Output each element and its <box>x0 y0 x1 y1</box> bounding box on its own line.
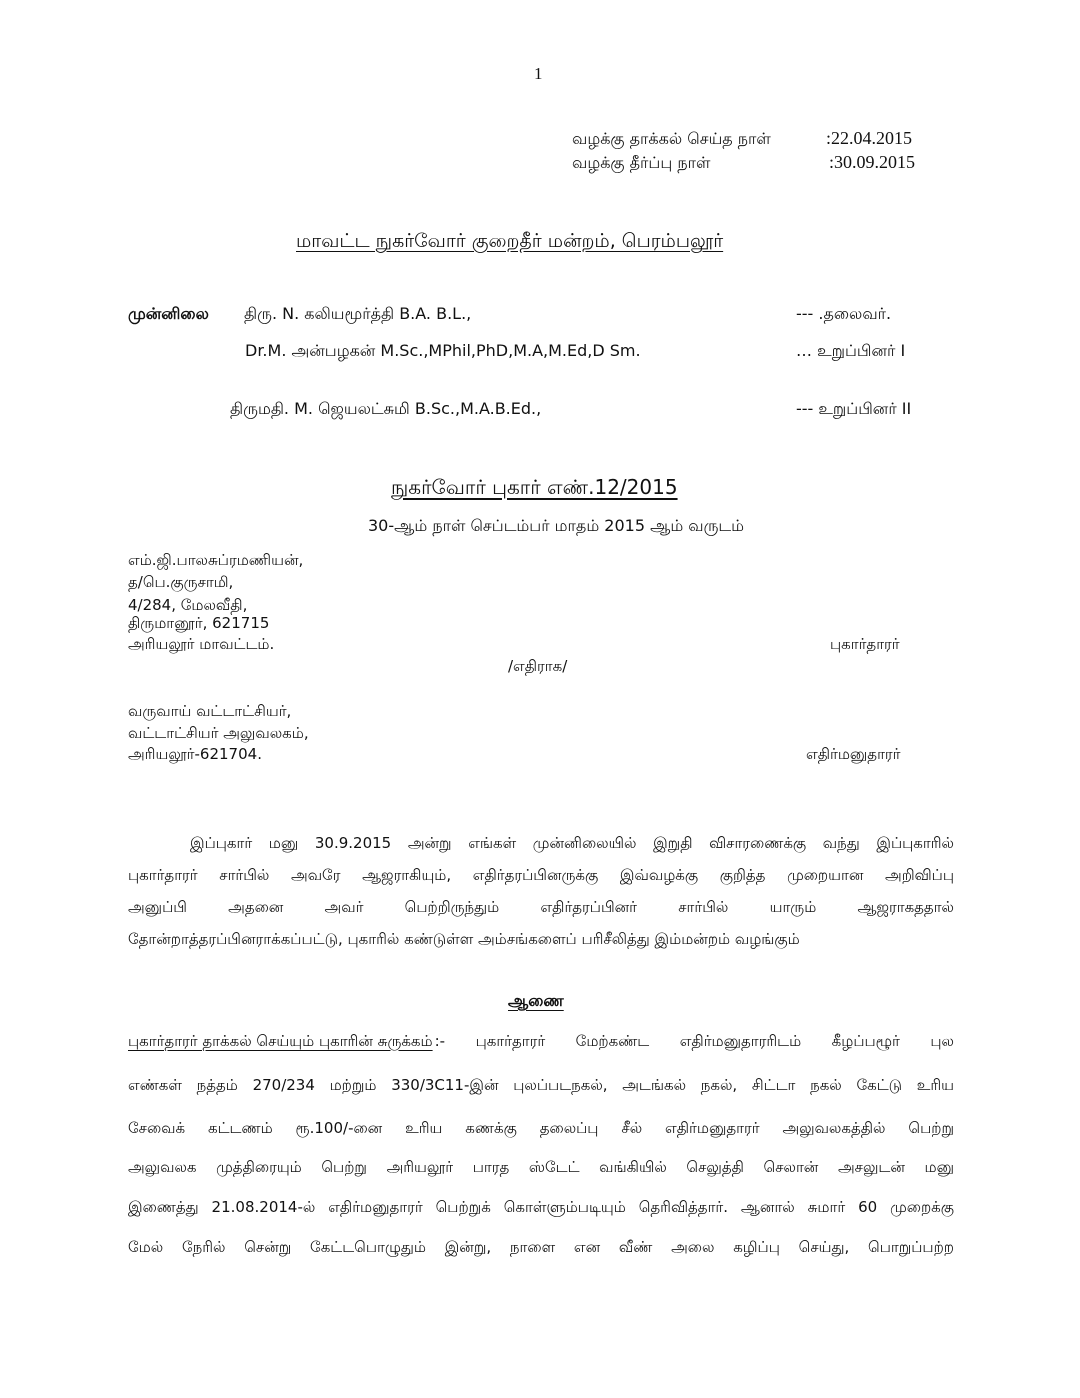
summary-first-line-text: :- புகார்தாரர் மேற்கண்ட எதிர்மனுதாரரிடம் கீழப்பழூர் புல <box>434 1032 954 1050</box>
summary-line: மேல் நேரில் சென்று கேட்டபொழுதும் இன்று, நாளை என வீண் அலை கழிப்பு செய்து, பொறுப்பற்ற <box>128 1238 954 1256</box>
summary-line: எண்கள் நத்தம் 270/234 மற்றும் 330/3C11-இன் புலப்படநகல், அடங்கல் நகல், சிட்டா நகல் கேட்டு உரிய <box>128 1076 954 1094</box>
bench-member-role: … உறுப்பினர் I <box>796 341 906 360</box>
bench-member-role: --- .தலைவர். <box>796 304 892 323</box>
summary-line: அலுவலக முத்திரையும் பெற்று அரியலூர் பாரத ஸ்டேட் வங்கியில் செலுத்தி செலான் அசலுடன் மனு <box>128 1158 954 1176</box>
intro-paragraph-line: தோன்றாத்தரப்பினராக்கப்பட்டு, புகாரில் கண்டுள்ள அம்சங்களைப் பரிசீலித்து இம்மன்றம் வழங்கும் <box>128 930 800 948</box>
complainant-address-line: எம்.ஜி.பாலசுப்ரமணியன், <box>128 551 304 569</box>
page-number: 1 <box>534 64 543 83</box>
bench-label: முன்னிலை <box>128 304 209 323</box>
judgment-date-label: வழக்கு தீர்ப்பு நாள் <box>572 153 711 172</box>
bench-member-role: --- உறுப்பினர் II <box>796 399 912 418</box>
opposite-party-address-line: வட்டாட்சியர் அலுவலகம், <box>128 724 309 742</box>
opposite-party-address-line: அரியலூர்-621704. <box>128 745 262 763</box>
filed-date-label: வழக்கு தாக்கல் செய்த நாள் <box>572 129 771 148</box>
complainant-role: புகார்தாரர் <box>830 635 900 653</box>
intro-paragraph-line: அனுப்பி அதனை அவர் பெற்றிருந்தும் எதிர்தரப்பினர் சார்பில் யாரும் ஆஜராகததால் <box>128 898 954 916</box>
complainant-address-line: த/பெ.குருசாமி, <box>128 573 234 591</box>
opposite-party-address-line: வருவாய் வட்டாட்சியர், <box>128 702 292 720</box>
case-date: 30-ஆம் நாள் செப்டம்பர் மாதம் 2015 ஆம் வருடம் <box>368 516 745 535</box>
bench-member-name: திருமதி. M. ஜெயலட்சுமி B.Sc.,M.A.B.Ed., <box>230 399 542 418</box>
versus-label: /எதிராக/ <box>508 657 568 675</box>
summary-line: சேவைக் கட்டணம் ரூ.100/-னை உரிய கணக்கு தலைப்பு சீல் எதிர்மனுதாரர் அலுவலகத்தில் பெற்று <box>128 1119 954 1137</box>
intro-paragraph-line: இப்புகார் மனு 30.9.2015 அன்று எங்கள் முன்னிலையில் இறுதி விசாரணைக்கு வந்து இப்புகாரில் <box>190 834 954 852</box>
court-title: மாவட்ட நுகர்வோர் குறைதீர் மன்றம், பெரம்பலூர் <box>296 230 724 252</box>
summary-first-line <box>128 1032 954 1052</box>
case-title: நுகர்வோர் புகார் எண்.12/2015 <box>391 475 678 499</box>
opposite-party-role: எதிர்மனுதாரர் <box>806 745 901 763</box>
judgment-date-value: :30.09.2015 <box>829 152 916 172</box>
complainant-address-line: 4/284, மேலவீதி, <box>128 596 248 614</box>
intro-paragraph-line: புகார்தாரர் சார்பில் அவரே ஆஜராகியும், எதிர்தரப்பினருக்கு இவ்வழக்கு குறித்த முறையான அறிவிப்பு <box>128 866 954 884</box>
bench-member-name: திரு. N. கலியமூர்த்தி B.A. B.L., <box>244 304 472 323</box>
bench-member-name: Dr.M. அன்பழகன் M.Sc.,MPhil,PhD,M.A,M.Ed,D Sm. <box>245 341 641 360</box>
order-heading: ஆணை <box>508 991 564 1010</box>
summary-label: புகார்தாரர் தாக்கல் செய்யும் புகாரின் சுருக்கம் <box>128 1032 433 1050</box>
filed-date-value: :22.04.2015 <box>826 128 913 148</box>
summary-line: இணைத்து 21.08.2014-ல் எதிர்மனுதாரர் பெற்றுக் கொள்ளும்படியும் தெரிவித்தார். ஆனால் சுமார் 60 முறைக்கு <box>128 1198 954 1216</box>
complainant-address-line: அரியலூர் மாவட்டம். <box>128 635 275 653</box>
complainant-address-line: திருமானூர், 621715 <box>128 614 270 632</box>
